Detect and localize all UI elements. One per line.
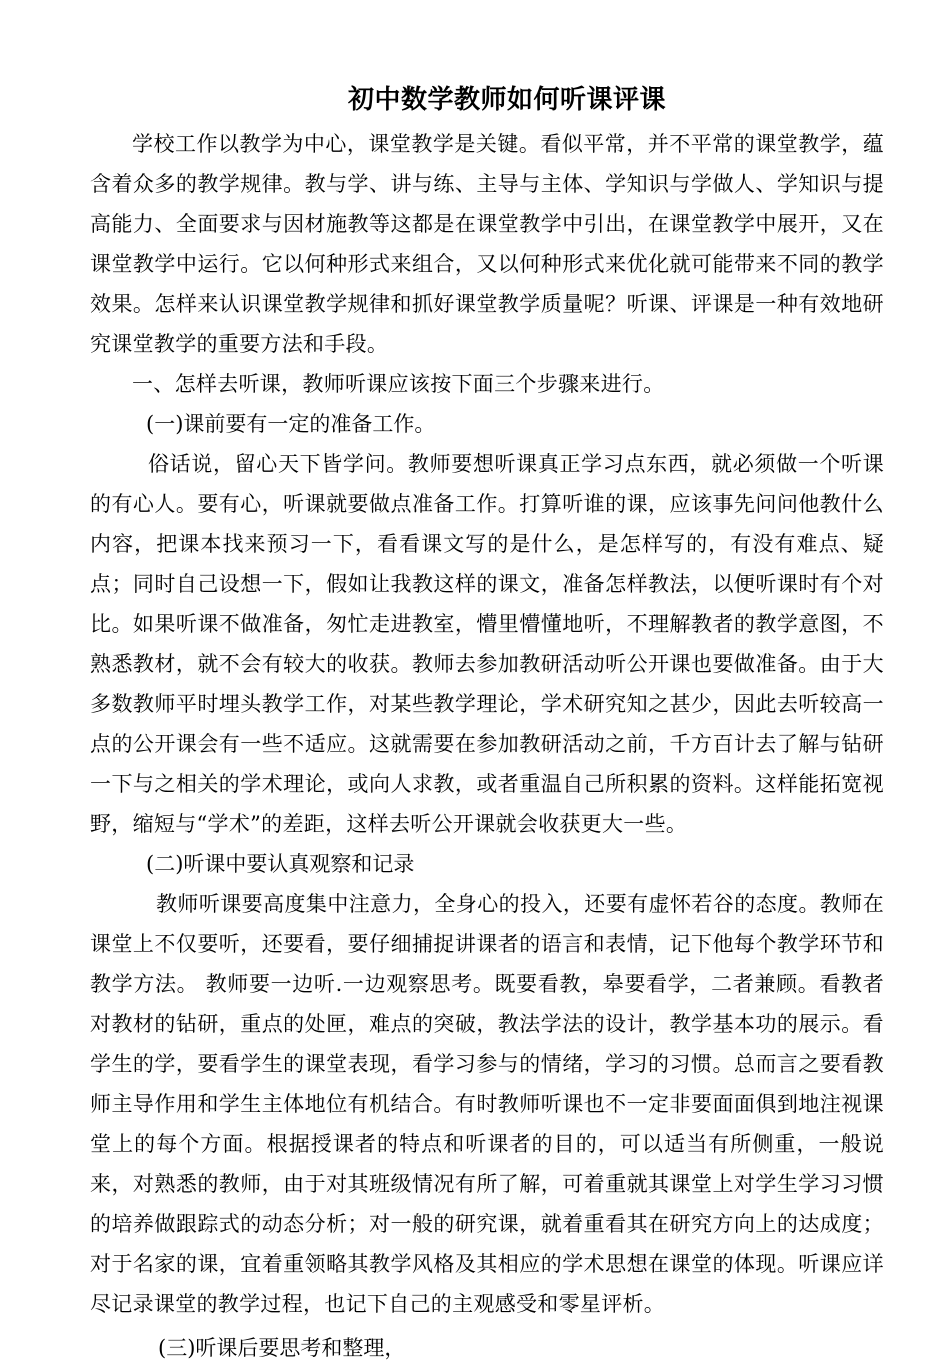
subsection-heading-1: (一)课前要有一定的准备工作。 [146, 412, 436, 436]
section-heading-1: 一、怎样去听课，教师听课应该按下面三个步骤来进行。 [132, 372, 665, 396]
document-title: 初中数学教师如何听课评课 [347, 85, 666, 115]
subsection-body-1: 俗话说，留心天下皆学问。教师要想听课真正学习点东西，就必须做一个听课的有心人。要有心，听课就要做点准备工作。打算听谁的课，应该事先问问他教什么内容，把课本找来预习一下，看看课文写的是什么，是怎样写的，有没有难点、疑点；同时自己设想一下，假如让我教这样的课文，准备怎样教法，以便听课时有个对比。如果听课不做准备，匆忙走进教室，懵里懵懂地听，不理解教者的教学意图，不熟悉教材，就不会有较大的收获。教师去参加教研活动听公开课也要做准备。由于大多数教师平时埋头教学工作，对某些教学理论，学术研究知之甚少，因此去听较高一点的公开课会有一些不适应。这就需要在参加教研活动之前，千方百计去了解与钻研一下与之相关的学术理论，或向人求教，或者重温自己所积累的资料。这样能拓宽视野，缩短与“学术”的差距，这样去听公开课就会收获更大一些。 [90, 452, 884, 836]
subsection-heading-2: (二)听课中要认真观察和记录 [146, 852, 415, 876]
intro-paragraph: 学校工作以教学为中心，课堂教学是关键。看似平常，并不平常的课堂教学，蕴含着众多的教学规律。教与学、讲与练、主导与主体、学知识与学做人、学知识与提高能力、全面要求与因材施教等这都是在课堂教学中引出，在课堂教学中展开，又在课堂教学中运行。它以何种形式来组合，又以何种形式来优化就可能带来不同的教学效果。怎样来认识课堂教学规律和抓好课堂教学质量呢？听课、评课是一种有效地研究课堂教学的重要方法和手段。 [90, 132, 884, 356]
subsection-body-2: 教师听课要高度集中注意力，全身心的投入，还要有虚怀若谷的态度。教师在课堂上不仅要听，还要看，要仔细捕捉讲课者的语言和表情，记下他每个教学环节和教学方法。 教师要一边听.一边观察思考。既要看教，皋要看学，二者兼顾。看教者对教材的钻研，重点的处匣，难点的突破，教法学法的设计，教学基本功的展示。看学生的学，要看学生的课堂表现，看学习参与的情绪，学习的习惯。总而言之要看教师主导作用和学生主体地位有机结合。有时教师听课也不一定非要面面俱到地注视课堂上的每个方面。根据授课者的特点和听课者的目的，可以适当有所侧重，一般说来，对熟悉的教师，由于对其班级情况有所了解，可着重就其课堂上对学生学习习惯的培养做跟踪式的动态分析；对一般的研究课，就着重看其在研究方向上的达成度；对于名家的课，宜着重领略其教学风格及其相应的学术思想在课堂的体现。听课应详尽记录课堂的教学过程，也记下自己的主观感受和零星评析。 [90, 892, 884, 1316]
document-page [90, 78, 884, 1368]
subsection-heading-3: (三)听课后要思考和整理， [158, 1336, 406, 1360]
